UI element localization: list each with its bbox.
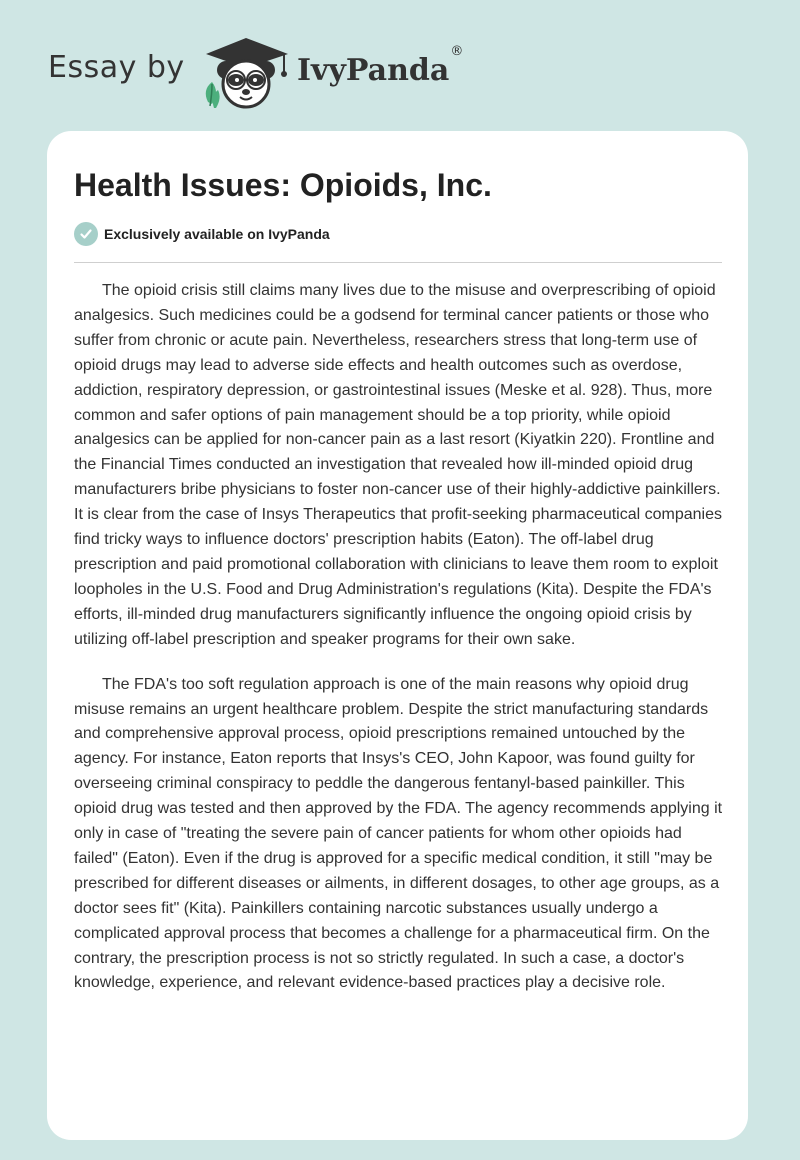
essay-by-label: Essay by (48, 50, 185, 85)
essay-card (47, 131, 748, 1140)
brand-name[interactable] (297, 44, 464, 88)
site-header (0, 0, 800, 130)
essay-body (74, 279, 724, 1016)
panda-logo-icon[interactable] (200, 36, 292, 110)
registered-mark: ® (450, 44, 464, 59)
paragraph-1: The opioid crisis still claims many lives due to the misuse and overprescribing of opioid analgesics. Such medicines could be a godsend for terminal cancer patients or those who suffer from chronic or acute pain. Nevertheless, researchers stress that long-term use of opioid drugs may lead to adverse side effects and health outcomes such as overdose, addiction, respiratory depression, or gastrointestinal issues (Meske et al. 928). Thus, more common and safer options of pain management should be a top priority, while opioid analgesics can be applied for non-cancer pain as a last resort (Kiyatkin 220). Frontline and the Financial Times conducted an investigation that revealed how ill-minded opioid drug manufacturers bribe physicians to foster non-cancer use of their highly-addictive painkillers. It is clear from the case of Insys Therapeutics that profit-seeking pharmaceutical companies find tricky ways to influence doctors' prescription habits (Eaton). The off-label drug prescription and paid promotional collaboration with clinicians to leave them room to exploit loopholes in the U.S. Food and Drug Administration's regulations (Kita). Despite the FDA's efforts, ill-minded drug manufacturers significantly influence the ongoing opioid crisis by utilizing off-label prescription and speaker programs for their own sake. (74, 282, 723, 648)
exclusive-badge (74, 222, 330, 246)
brand-text: IvyPanda (297, 53, 450, 88)
page-title: Health Issues: Opioids, Inc. (74, 167, 492, 203)
paragraph-2: The FDA's too soft regulation approach is one of the main reasons why opioid drug misuse remains an urgent healthcare problem. Despite the strict manufacturing standards and comprehensive approval process, opioid prescriptions remained untouched by the agency. For instance, Eaton reports that Insys's CEO, John Kapoor, was found guilty for overseeing criminal conspiracy to peddle the dangerous fentanyl-based painkiller. This opioid drug was tested and then approved by the FDA. The agency recommends applying it only in case of "treating the severe pain of cancer patients for whom other opioids had failed" (Eaton). Even if the drug is approved for a specific medical condition, it still "may be prescribed for different diseases or ailments, in different dosages, to other age groups, as a doctor sees fit" (Kita). Painkillers containing narcotic substances usually undergo a complicated approval process that becomes a challenge for a pharmaceutical firm. On the contrary, the prescription process is not so strictly regulated. In such a case, a doctor's knowledge, experience, and relevant evidence-based practices play a decisive role. (74, 675, 723, 992)
checkmark-icon (74, 222, 98, 246)
divider (74, 262, 722, 263)
exclusive-label: Exclusively available on IvyPanda (104, 226, 330, 242)
